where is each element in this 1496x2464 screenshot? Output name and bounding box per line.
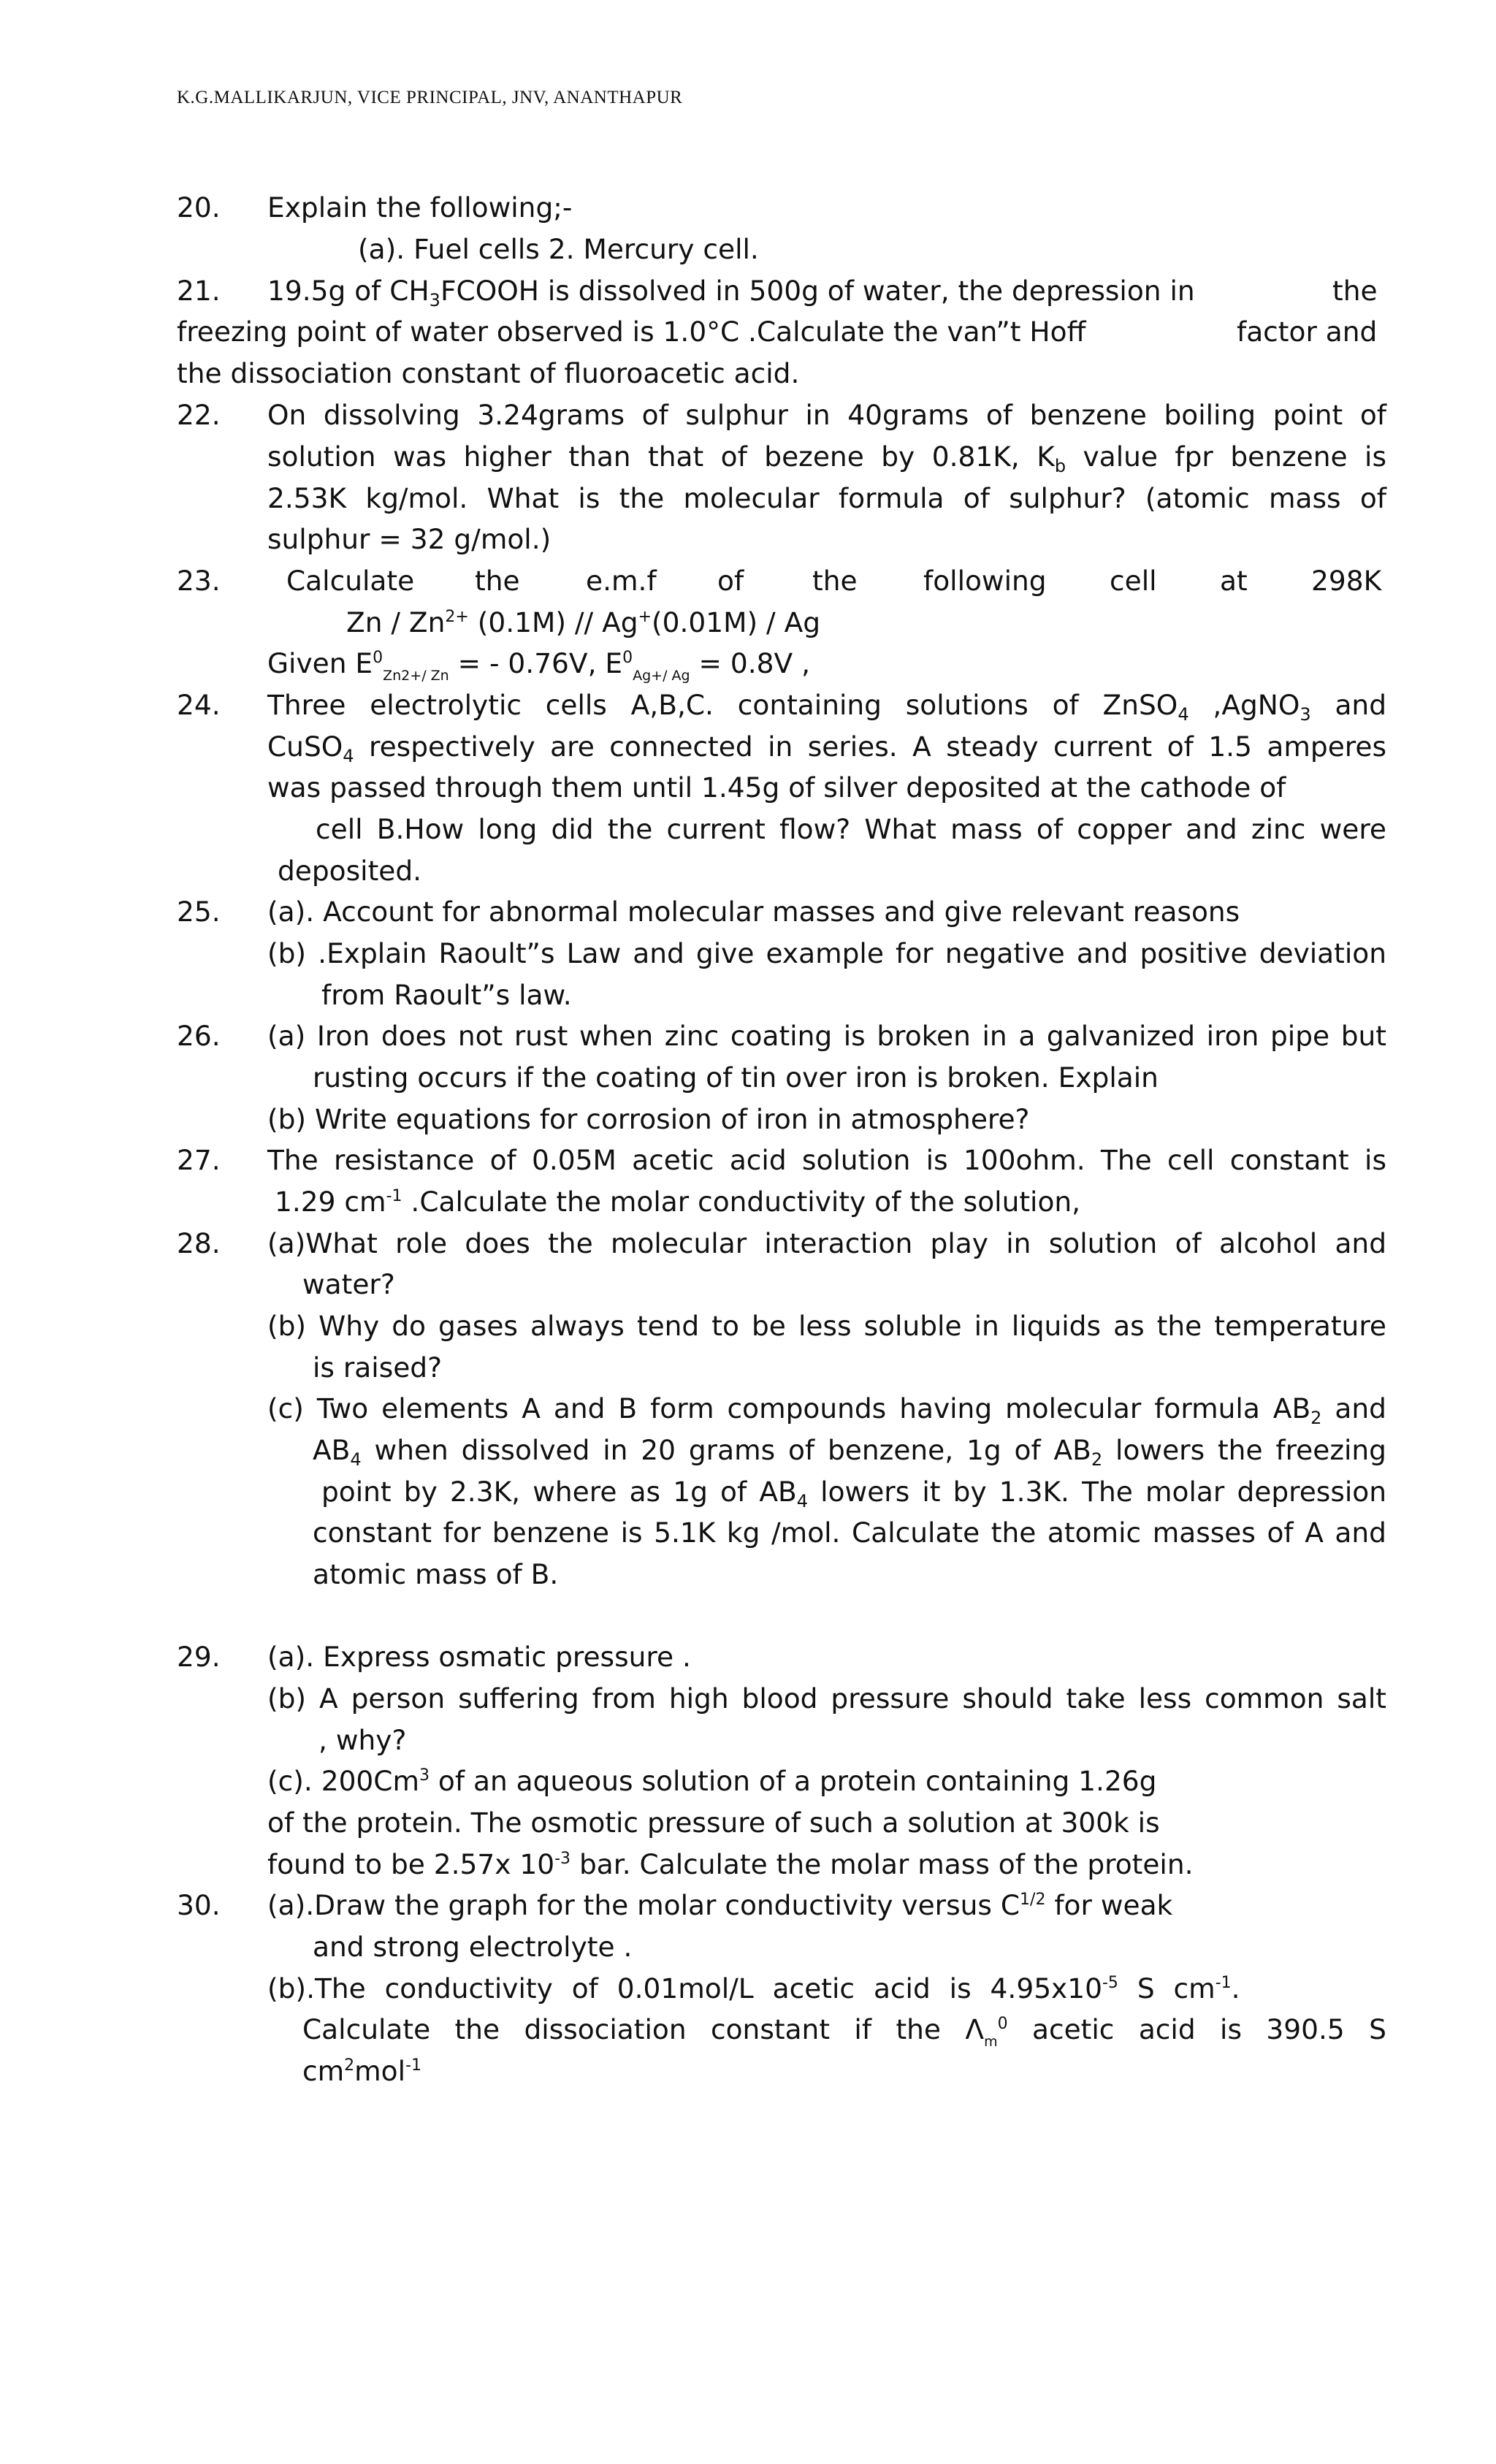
question-number-23: 23. bbox=[177, 565, 221, 597]
question-number-29: 29. bbox=[177, 1641, 221, 1673]
page-header: K.G.MALLIKARJUN, VICE PRINCIPAL, JNV, ANANTHAPUR bbox=[177, 88, 683, 107]
question-24-line: CuSO$_4$ respectively are connected in series. A steady current of 1.5 amperes bbox=[267, 731, 1386, 766]
question-21-line: freezing point of water observed is 1.0°C .Calculate the van”t Hoff bbox=[177, 316, 1086, 348]
question-26-part-b: (b) Write equations for corrosion of iron in atmosphere? bbox=[267, 1103, 1030, 1135]
question-23-cell-notation: Zn / $Zn^{2+}$ (0.1M) // Ag+(0.01M) / Ag bbox=[346, 606, 821, 638]
question-29-part-a: (a). Express osmatic pressure . bbox=[267, 1641, 691, 1673]
question-25-part-b: from Raoult”s law. bbox=[321, 979, 572, 1011]
question-24-line: deposited. bbox=[278, 855, 422, 887]
question-number-27: 27. bbox=[177, 1144, 221, 1176]
question-23-word: the bbox=[812, 565, 858, 597]
question-23-word: 298K bbox=[1311, 565, 1382, 597]
question-28-part-c: $AB_4$ when dissolved in 20 grams of benzene, 1g of $AB_2$ lowers the freezing bbox=[313, 1434, 1386, 1470]
question-26-part-a: rusting occurs if the coating of tin over iron is broken. Explain bbox=[313, 1061, 1159, 1094]
question-22-line: solution was higher than that of bezene by 0.81K, $K_b$ value fpr benzene is bbox=[267, 440, 1386, 476]
question-number-21: 21. bbox=[177, 275, 221, 307]
question-number-25: 25. bbox=[177, 896, 221, 928]
question-28-part-c: (c) Two elements A and B form compounds having molecular formula $AB_2$ and bbox=[267, 1392, 1386, 1428]
question-number-24: 24. bbox=[177, 689, 221, 721]
question-23-word: the bbox=[475, 565, 520, 597]
question-23-word: e.m.f bbox=[586, 565, 657, 597]
question-30-part-a: (a).Draw the graph for the molar conductivity versus $C^{1/2}$ for weak bbox=[267, 1889, 1173, 1921]
question-22-line: sulphur = 32 g/mol.) bbox=[267, 523, 552, 555]
question-23-word: at bbox=[1220, 565, 1248, 597]
question-21-line: the dissociation constant of fluoroacetic acid. bbox=[177, 357, 800, 389]
question-28-part-b: (b) Why do gases always tend to be less soluble in liquids as the temperature bbox=[267, 1310, 1386, 1342]
question-28-part-a: water? bbox=[302, 1268, 395, 1300]
question-30-part-b: (b).The conductivity of 0.01mol/L acetic acid is $4.95x10^{-5}$ S $cm^{-1}$. bbox=[267, 1972, 1240, 2005]
question-number-26: 26. bbox=[177, 1020, 221, 1052]
question-26-part-a: (a) Iron does not rust when zinc coating is broken in a galvanized iron pipe but bbox=[267, 1020, 1386, 1052]
question-20-line: (a). Fuel cells 2. Mercury cell. bbox=[358, 233, 759, 265]
question-24-line: was passed through them until 1.45g of silver deposited at the cathode of bbox=[267, 771, 1286, 804]
question-number-30: 30. bbox=[177, 1889, 221, 1921]
question-29-part-c: of the protein. The osmotic pressure of such a solution at 300k is bbox=[267, 1807, 1160, 1839]
question-22-line: On dissolving 3.24grams of sulphur in 40grams of benzene boiling point of bbox=[267, 399, 1386, 431]
question-23-word: cell bbox=[1110, 565, 1157, 597]
question-30-part-b: $cm^2mol^{-1}$ bbox=[302, 2055, 421, 2087]
question-28-part-b: is raised? bbox=[313, 1351, 443, 1384]
question-29-part-b: , why? bbox=[318, 1724, 407, 1756]
question-23-word: Calculate bbox=[286, 565, 415, 597]
question-number-22: 22. bbox=[177, 399, 221, 431]
question-22-line: 2.53K kg/mol. What is the molecular formula of sulphur? (atomic mass of bbox=[267, 482, 1386, 514]
question-29-part-b: (b) A person suffering from high blood pressure should take less common salt bbox=[267, 1682, 1386, 1714]
question-25-part-b: (b) .Explain Raoult”s Law and give example for negative and positive deviation bbox=[267, 937, 1386, 969]
question-21-line: the bbox=[1332, 275, 1378, 307]
question-30-part-b: Calculate the dissociation constant if the $\Lambda_m^0$ acetic acid is 390.5 S bbox=[302, 2013, 1386, 2050]
question-21-line: factor and bbox=[1237, 316, 1378, 348]
question-23-given: Given $E^0_{Zn2+/ Zn}$ = - 0.76V, $E^0_{Ag+/ Ag} = 0.8V$ , bbox=[267, 647, 810, 684]
question-28-part-c: point by 2.3K, where as 1g of $AB_4$ lowers it by 1.3K. The molar depression bbox=[321, 1476, 1386, 1511]
question-30-part-a: and strong electrolyte . bbox=[313, 1931, 633, 1963]
question-number-20: 20. bbox=[177, 191, 221, 224]
question-27-line: The resistance of 0.05M acetic acid solution is 100ohm. The cell constant is bbox=[267, 1144, 1386, 1176]
question-20-line: Explain the following;- bbox=[267, 191, 573, 224]
question-28-part-c: constant for benzene is 5.1K kg /mol. Calculate the atomic masses of A and bbox=[313, 1517, 1386, 1549]
question-24-line: cell B.How long did the current flow? What mass of copper and zinc were bbox=[316, 813, 1386, 845]
question-28-part-a: (a)What role does the molecular interaction play in solution of alcohol and bbox=[267, 1227, 1386, 1259]
question-27-line: 1.29 $cm^{-1}$ .Calculate the molar conductivity of the solution, bbox=[275, 1186, 1081, 1218]
question-21-line: 19.5g of $CH_3FCOOH$ is dissolved in 500g of water, the depression in bbox=[267, 275, 1195, 310]
question-28-part-c: atomic mass of B. bbox=[313, 1558, 559, 1590]
question-23-word: following bbox=[923, 565, 1047, 597]
question-29-part-c: (c). 200Cm$^3$ of an aqueous solution of a protein containing 1.26g bbox=[267, 1765, 1157, 1797]
question-25-part-a: (a). Account for abnormal molecular masses and give relevant reasons bbox=[267, 896, 1240, 928]
question-29-part-c: found to be 2.57x $10^{-3}$ bar. Calculate the molar mass of the protein. bbox=[267, 1848, 1194, 1880]
question-24-line: Three electrolytic cells A,B,C. containing solutions of ZnSO$_4$ ,AgNO$_3$ and bbox=[267, 689, 1386, 725]
question-23-word: of bbox=[717, 565, 744, 597]
question-number-28: 28. bbox=[177, 1227, 221, 1259]
